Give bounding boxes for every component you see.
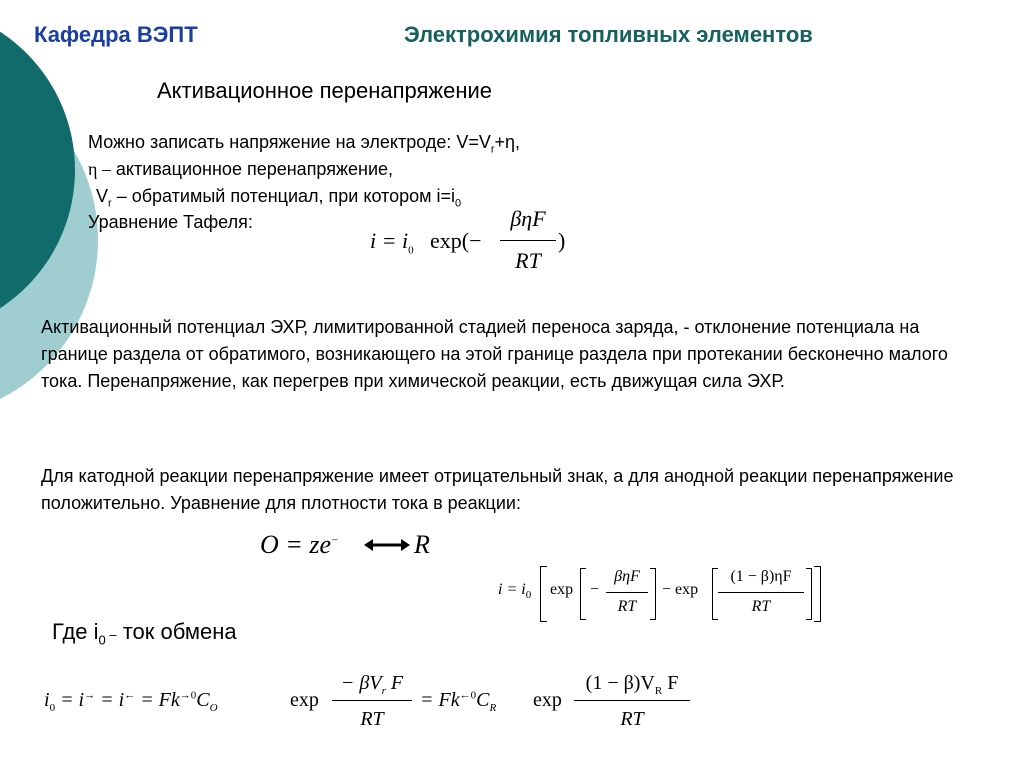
bv-denominator-1: RT xyxy=(617,598,637,615)
exchange-numerator-1: − $\beta V_r$ F xyxy=(340,672,404,697)
tafel-close: ) xyxy=(558,228,566,253)
bv-lhs: $i = i_0$ xyxy=(498,581,532,602)
bv-minus-exp-2: − exp xyxy=(662,581,699,598)
reaction-right: R xyxy=(414,530,430,559)
intro-line-1: Можно записать напряжение на электроде: $V=V_r+\eta$, xyxy=(88,132,521,156)
bv-fraction-line-2 xyxy=(718,592,804,593)
bv-numerator-1: βηF xyxy=(614,568,640,585)
exchange-exp-2: exp xyxy=(533,689,562,711)
reaction-left: O = ze− xyxy=(260,530,339,559)
bv-outer-left-bracket xyxy=(540,566,547,622)
exchange-numerator-2: $(1 - \beta)V_R$ F xyxy=(585,672,679,697)
bv-exp-1: exp xyxy=(550,581,574,598)
course-title: Электрохимия топливных элементов xyxy=(404,22,813,47)
intro-line-2: η – активационное перенапряжение, xyxy=(88,159,394,179)
bv-denominator-2: RT xyxy=(751,598,771,615)
bv-numerator-2: (1 − β)ηF xyxy=(730,568,792,585)
department-title: Кафедра ВЭПТ xyxy=(34,22,198,47)
bv-inner-left-bracket-1 xyxy=(580,568,586,620)
bv-minus-1: − xyxy=(590,581,600,598)
tafel-lhs: $i = i_0$ xyxy=(370,228,414,257)
tafel-numerator: βηF xyxy=(510,206,546,231)
exchange-denominator-1: RT xyxy=(360,708,384,730)
exchange-denominator-2: RT xyxy=(620,708,644,730)
exchange-equation-left: $i_0 = i^\to = i^\leftarrow = Fk^{\to 0}C_O$ xyxy=(44,689,218,714)
bv-inner-right-bracket-2 xyxy=(806,568,812,620)
bv-outer-right-bracket xyxy=(814,566,821,622)
tafel-fraction-line xyxy=(500,240,556,241)
intro-line-4: Уравнение Тафеля: xyxy=(88,212,253,232)
intro-line-3: $V_r$ – обратимый потенциал, при котором $i=i_0$ xyxy=(96,186,462,210)
exchange-current-note: Где $i_0$ – ток обмена xyxy=(52,619,237,648)
tafel-exp: exp(− xyxy=(430,228,482,253)
double-arrow-icon xyxy=(364,536,410,554)
exchange-fraction-line-1 xyxy=(332,700,412,701)
bv-fraction-line-1 xyxy=(606,592,648,593)
tafel-denominator: RT xyxy=(515,248,541,273)
exchange-fraction-line-2 xyxy=(574,700,690,701)
paragraph-2: Для катодной реакции перенапряжение имеет отрицательный знак, а для анодной реакции перенапряжение положительно. Уравнение для плотности тока в реакции: xyxy=(41,466,954,513)
slide-subtitle: Активационное перенапряжение xyxy=(157,78,493,103)
paragraph-1: Активационный потенциал ЭХР, лимитированной стадией переноса заряда, - отклонение потенциала на границе раздела от обратимого, возникающего на этой границе раздела при протекании бесконечно малого тока. Перенапряжение, как перегрев при химической реакции, есть движущая сила ЭХР. xyxy=(41,317,948,391)
exchange-equation-right: = $Fk^{\leftarrow 0}C_R$ xyxy=(420,689,497,714)
exchange-exp-1: exp xyxy=(290,689,319,711)
bv-inner-right-bracket-1 xyxy=(650,568,656,620)
